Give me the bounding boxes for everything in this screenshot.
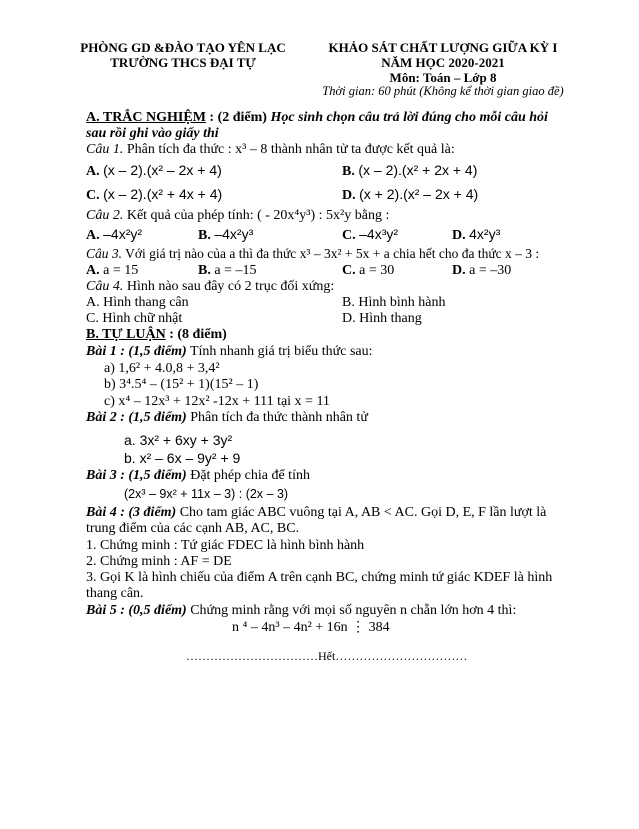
bai-1-b: b) 3⁴.5⁴ – (15² + 1)(15² – 1) [104, 377, 259, 392]
bai-5-text: Chứng minh rằng với mọi số nguyên n chẵn lớn hơn 4 thì: [186, 603, 517, 618]
q4-text: Hình nào sau đây có 2 trục đối xứng: [123, 279, 335, 294]
q1-c-label: C. [86, 188, 100, 203]
q3-option-d [452, 263, 511, 279]
q1-option-b [342, 162, 477, 180]
q2-b-label: B. [198, 228, 211, 243]
q3-c-text: a = 30 [359, 263, 395, 278]
question-3 [86, 246, 539, 262]
q2-option-a [86, 226, 142, 244]
bai-1-c: c) x⁴ – 12x³ + 12x² -12x + 111 tại x = 11 [104, 394, 330, 409]
bai-1-a: a) 1,6² + 4.0,8 + 3,4² [104, 361, 220, 376]
end-marker: ……………………………Hết…………………………… [186, 649, 468, 663]
bai-3-text: Đặt phép chia để tính [186, 468, 310, 483]
question-4 [86, 279, 334, 295]
bai-2-b: b. x² – 6x – 9y² + 9 [124, 450, 241, 466]
q4-label: Câu 4. [86, 279, 124, 294]
question-1 [86, 142, 455, 158]
q2-option-d [452, 226, 500, 244]
q3-d-text: a = –30 [469, 263, 512, 278]
school-dept: PHÒNG GD &ĐÀO TẠO YÊN LẠC [80, 40, 286, 55]
q2-c-label: C. [342, 228, 356, 243]
question-2 [86, 208, 389, 224]
q1-text: Phân tích đa thức : x³ – 8 thành nhân tử ta được kết quả là: [123, 142, 455, 157]
bai-5-expr: n ⁴ – 4n³ – 4n² + 16n ⋮ 384 [232, 620, 390, 635]
bai-4-text-cont: trung điểm của các cạnh AB, AC, BC. [86, 521, 300, 536]
bai-5-label: Bài 5 : (0,5 điểm) [86, 603, 187, 618]
bai-2-a: a. 3x² + 6xy + 3y² [124, 432, 233, 448]
bai-2-label: Bài 2 : (1,5 điểm) [86, 410, 187, 425]
exam-title: KHẢO SÁT CHẤT LƯỢNG GIỮA KỲ I [328, 40, 558, 55]
subject: Môn: Toán – Lớp 8 [389, 70, 497, 85]
part-b-points: : (8 điểm) [165, 327, 227, 342]
bai-4 [86, 505, 546, 521]
q1-option-d [342, 186, 478, 204]
bai-3-label: Bài 3 : (1,5 điểm) [86, 468, 187, 483]
q2-b-text: –4x²y³ [214, 226, 254, 242]
q4-option-c: C. Hình chữ nhật [86, 311, 183, 326]
q4-option-d: D. Hình thang [342, 311, 422, 326]
bai-1-label: Bài 1 : (1,5 điểm) [86, 344, 187, 359]
part-b-title: B. TỰ LUẬN [86, 327, 166, 342]
q2-text: Kết quả của phép tính: ( - 20x⁴y³) : 5x²y bằng : [123, 208, 390, 223]
q3-text: Với giá trị nào của a thì đa thức x³ – 3x² + 5x + a chia hết cho đa thức x – 3 : [122, 246, 540, 261]
bai-4-label: Bài 4 : (3 điểm) [86, 505, 177, 520]
bai-4-part-3: 3. Gọi K là hình chiếu của điểm A trên cạnh BC, chứng minh tứ giác KDEF là hình [86, 570, 553, 585]
q2-option-c [342, 226, 398, 244]
q3-d-label: D. [452, 263, 466, 278]
q4-option-b: B. Hình bình hành [342, 295, 446, 310]
q1-d-text: (x + 2).(x² – 2x + 4) [359, 186, 479, 202]
bai-1-text: Tính nhanh giá trị biểu thức sau: [186, 344, 373, 359]
bai-3 [86, 468, 310, 484]
q1-b-label: B. [342, 164, 355, 179]
bai-4-part-2: 2. Chứng minh : AF = DE [86, 554, 232, 569]
part-a-instruction-cont: sau rồi ghi vào giấy thi [86, 126, 219, 141]
q1-a-label: A. [86, 164, 100, 179]
q1-d-label: D. [342, 188, 356, 203]
q3-c-label: C. [342, 263, 356, 278]
part-a-instruction: Học sinh chọn câu trả lời đúng cho mỗi câu hỏi [270, 110, 548, 125]
q1-a-text: (x – 2).(x² – 2x + 4) [103, 162, 222, 178]
time-limit: Thời gian: 60 phút (Không kể thời gian giao đề) [322, 84, 564, 98]
q2-d-label: D. [452, 228, 466, 243]
q3-a-label: A. [86, 263, 100, 278]
q3-a-text: a = 15 [103, 263, 139, 278]
bai-2 [86, 410, 368, 426]
q2-label: Câu 2. [86, 208, 124, 223]
bai-3-expr: (2x³ – 9x² + 11x – 3) : (2x – 3) [124, 487, 289, 501]
q3-option-a [86, 263, 138, 279]
q1-option-c [86, 186, 222, 204]
bai-4-part-1: 1. Chứng minh : Tứ giác FDEC là hình bình hành [86, 538, 365, 553]
q1-label: Câu 1. [86, 142, 124, 157]
q3-label: Câu 3. [86, 246, 123, 261]
bai-1 [86, 344, 373, 360]
school-year: NĂM HỌC 2020-2021 [381, 55, 505, 70]
bai-2-text: Phân tích đa thức thành nhân tử [186, 410, 368, 425]
school-name: TRƯỜNG THCS ĐẠI TỰ [110, 55, 256, 70]
q2-a-label: A. [86, 228, 100, 243]
q4-option-a: A. Hình thang cân [86, 295, 189, 310]
part-a-heading [86, 110, 548, 126]
q1-option-a [86, 162, 222, 180]
bai-4-text: Cho tam giác ABC vuông tại A, AB < AC. Gọi D, E, F lần lượt là [176, 505, 547, 520]
q3-option-b [198, 263, 256, 279]
q2-option-b [198, 226, 253, 244]
q1-c-text: (x – 2).(x² + 4x + 4) [103, 186, 223, 202]
q3-b-text: a = –15 [214, 263, 257, 278]
part-a-points: : (2 điểm) [205, 110, 271, 125]
q2-c-text: –4x³y² [359, 226, 399, 242]
part-a-title: A. TRẮC NGHIỆM [86, 110, 206, 125]
q2-d-text: 4x²y³ [469, 226, 501, 242]
q3-option-c [342, 263, 394, 279]
q2-a-text: –4x²y² [103, 226, 143, 242]
part-b-heading [86, 327, 227, 343]
q3-b-label: B. [198, 263, 211, 278]
bai-5 [86, 603, 516, 619]
bai-4-part-3-cont: thang cân. [86, 586, 144, 601]
q1-b-text: (x – 2).(x² + 2x + 4) [358, 162, 478, 178]
